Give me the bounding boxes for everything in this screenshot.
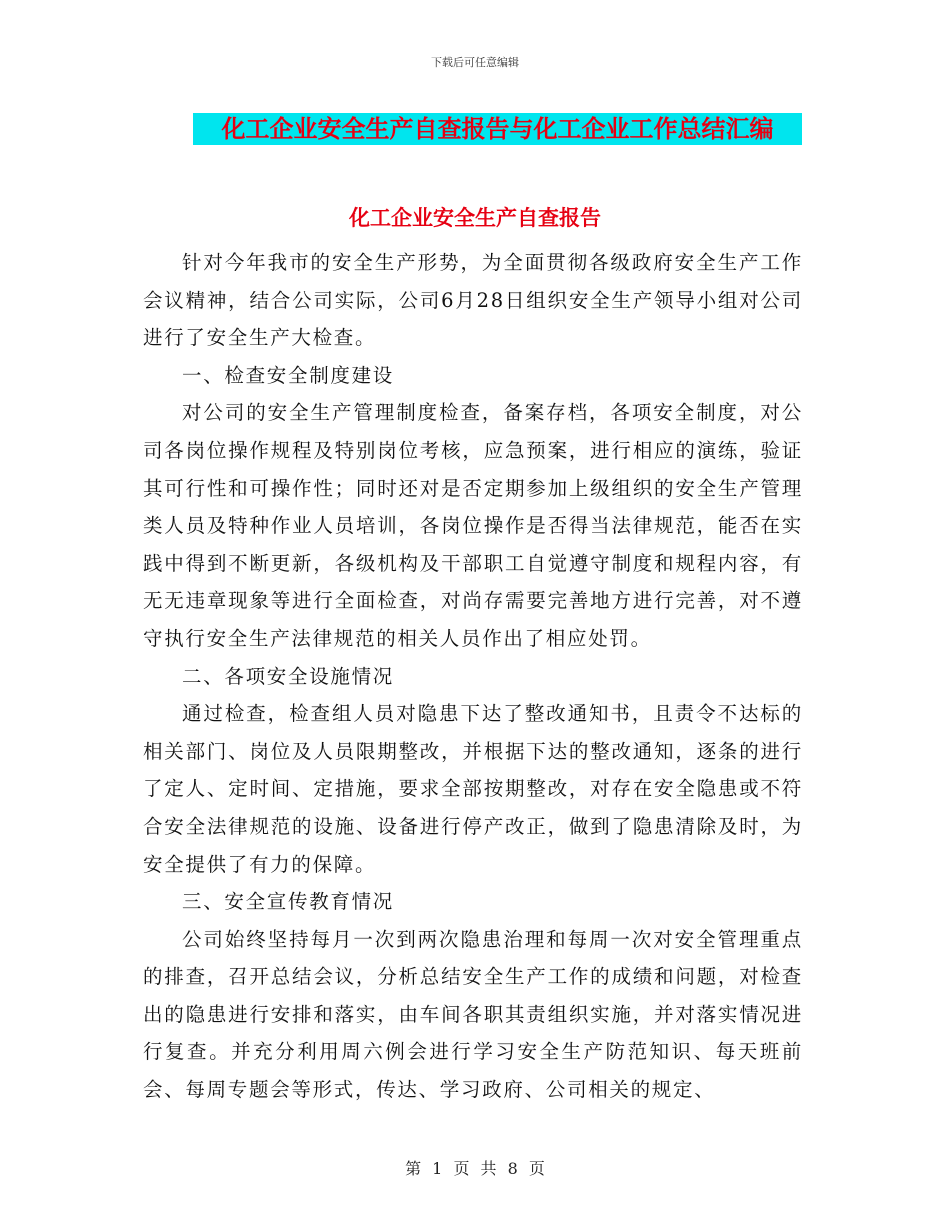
document-main-title: 化工企业安全生产自查报告与化工企业工作总结汇编 xyxy=(221,114,774,143)
paragraph-section-1: 对公司的安全生产管理制度检查，备案存档，各项安全制度，对公司各岗位操作规程及特别岗位考核，应急预案，进行相应的演练，验证其可行性和可操作性；同时还对是否定期参加上级组织的安全生产管理类人员及特种作业人员培训，各岗位操作是否得当法律规范，能否在实践中得到不断更新，各级机构及干部职工自觉遵守制度和规程内容，有无无违章现象等进行全面检查，对尚存需要完善地方进行完善，对不遵守执行安全生产法律规范的相关人员作出了相应处罚。 xyxy=(143,401,803,650)
document-body xyxy=(143,244,803,1109)
section-heading-3: 三、安全宣传教育情况 xyxy=(182,890,395,914)
document-sub-title: 化工企业安全生产自查报告 xyxy=(349,205,601,230)
paragraph-section-3: 公司始终坚持每月一次到两次隐患治理和每周一次对安全管理重点的排查，召开总结会议，分析总结安全生产工作的成绩和问题，对检查出的隐患进行安排和落实，由车间各职其责组织实施，并对落实情况进行复查。并充分利用周六例会进行学习安全生产防范知识、每天班前会、每周专题会等形式，传达、学习政府、公司相关的规定、 xyxy=(143,927,803,1102)
page-number-footer: 第 1 页 共 8 页 xyxy=(405,1159,545,1178)
paragraph-section-2: 通过检查，检查组人员对隐患下达了整改通知书，且责令不达标的相关部门、岗位及人员限期整改，并根据下达的整改通知，逐条的进行了定人、定时间、定措施，要求全部按期整改，对存在安全隐患或不符合安全法律规范的设施、设备进行停产改正，做到了隐患清除及时，为安全提供了有力的保障。 xyxy=(143,702,803,876)
page-header-note: 下载后可任意编辑 xyxy=(431,56,519,69)
section-heading-1: 一、检查安全制度建设 xyxy=(182,363,395,387)
section-heading-2: 二、各项安全设施情况 xyxy=(182,664,395,688)
main-title-highlight xyxy=(193,113,802,145)
paragraph-intro: 针对今年我市的安全生产形势，为全面贯彻各级政府安全生产工作会议精神，结合公司实际，公司6月28日组织安全生产领导小组对公司进行了安全生产大检查。 xyxy=(143,251,803,350)
